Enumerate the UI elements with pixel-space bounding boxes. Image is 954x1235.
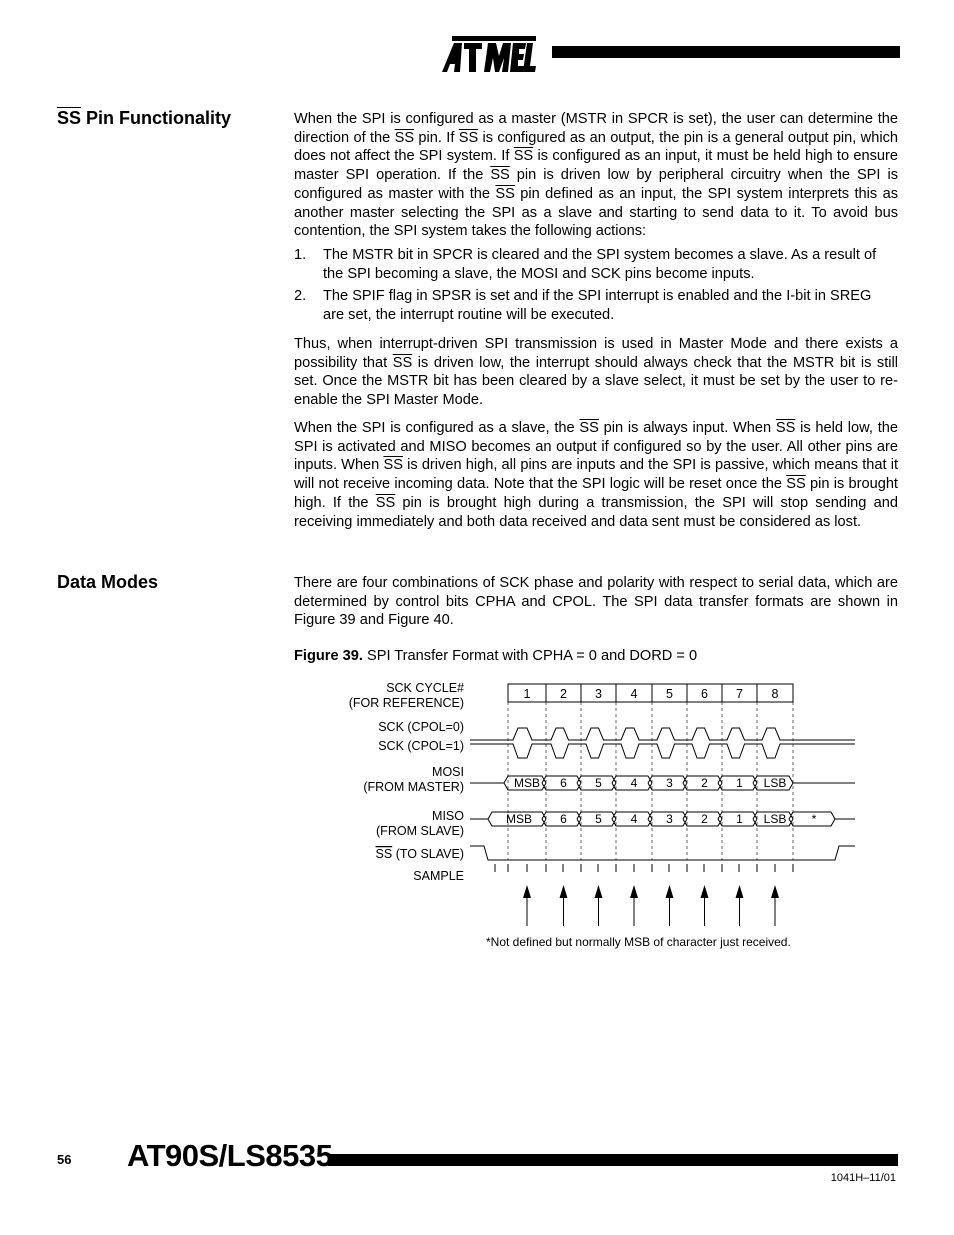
label-sck-cycle: SCK CYCLE# bbox=[386, 681, 464, 695]
sample-arrow-head bbox=[736, 885, 744, 898]
page-number: 56 bbox=[57, 1152, 72, 1167]
sck-cpol0-waveform bbox=[470, 728, 855, 740]
sample-arrow-head bbox=[560, 885, 568, 898]
miso-bit: 3 bbox=[666, 812, 673, 826]
cycle-table bbox=[508, 684, 793, 702]
label-sck-cpol0: SCK (CPOL=0) bbox=[378, 720, 464, 734]
spi-timing-diagram bbox=[330, 678, 860, 950]
list-item: 1. The MSTR bit in SPCR is cleared and the SPI system becomes a slave. As a result of the SPI becoming a slave, the MOSI and SCK pins become inputs. bbox=[294, 247, 877, 282]
label-sck-cpol1: SCK (CPOL=1) bbox=[378, 739, 464, 753]
paragraph-ss-slave: When the SPI is configured as a slave, the $\overline{SS}$ pin is always input. When $\overline{SS}$ is held low, the SPI is activated and MISO becomes an output if configured so by the user. All other pins are inputs. When $\overline{SS}$ is driven high, all pins are inputs and the SPI is passive, which means that it will not receive incoming data. Note that the SPI logic will be reset once the $\overline{SS}$ pin is brought high. If the $\overline{SS}$ pin is brought high during a transmission, the SPI will stop sending and receiving immediately and both data received and data sent must be considered as lost. bbox=[294, 420, 899, 530]
header-rule bbox=[552, 46, 900, 58]
miso-bit: 5 bbox=[595, 812, 602, 826]
miso-bit: 2 bbox=[701, 812, 708, 826]
cycle-number: 4 bbox=[630, 687, 638, 701]
mosi-bit: 6 bbox=[560, 776, 567, 790]
sample-arrow-head bbox=[523, 885, 531, 898]
document-title: AT90S/LS8535 bbox=[127, 1138, 333, 1173]
label-for-reference: (FOR REFERENCE) bbox=[348, 696, 464, 710]
cycle-number: 8 bbox=[771, 687, 779, 701]
sck-cpol1-waveform bbox=[470, 744, 855, 758]
paragraph-interrupt: Thus, when interrupt-driven SPI transmission is used in Master Mode and there exists a possibility that $\overline{SS}$ is driven low, the interrupt should always check that the MSTR bit is still set. Once the MSTR bit has been cleared by a slave select, it must be set by the user to re-enable the SPI Master Mode. bbox=[294, 336, 899, 409]
miso-bit: MSB bbox=[505, 812, 533, 826]
paragraph-ss-master: When the SPI is configured as a master (MSTR in SPCR is set), the user can determine the direction of the $\overline{SS}$ pin. If $\overline{SS}$ is configured as an output, the pin is a general output pin, which does not affect the SPI system. If $\overline{SS}$ is configured as an input, it must be held high to ensure master SPI operation. If the $\overline{SS}$ pin is driven low by peripheral circuitry when the SPI is configured as master with the $\overline{SS}$ pin defined as an input, the SPI system interprets this as another master selecting the SPI as a slave and starting to send data to it. To avoid bus contention, the SPI system takes the following actions: bbox=[294, 111, 899, 240]
label-miso: MISO bbox=[432, 809, 464, 823]
section-heading-data-modes: Data Modes bbox=[57, 572, 159, 592]
cycle-number: 7 bbox=[736, 687, 743, 701]
mosi-bit: 4 bbox=[630, 776, 638, 790]
actions-list bbox=[294, 246, 898, 325]
miso-bit: * bbox=[811, 812, 817, 826]
mosi-bit: LSB bbox=[763, 776, 787, 790]
mosi-bit: 1 bbox=[736, 776, 743, 790]
cycle-number: 6 bbox=[701, 687, 708, 701]
cycle-number: 5 bbox=[666, 687, 673, 701]
label-ss-to-slave: SS (TO SLAVE) bbox=[375, 847, 464, 861]
list-item: 2. The SPIF flag in SPSR is set and if the SPI interrupt is enabled and the I-bit in SREG are set, the interrupt routine will be executed. bbox=[294, 288, 872, 324]
label-from-slave: (FROM SLAVE) bbox=[376, 824, 464, 838]
mosi-bit: 3 bbox=[666, 776, 673, 790]
sample-arrow-head bbox=[630, 885, 638, 898]
figure-footnote: *Not defined but normally MSB of character just received. bbox=[486, 935, 791, 949]
label-from-master: (FROM MASTER) bbox=[363, 780, 464, 794]
mosi-bit: 2 bbox=[701, 776, 708, 790]
atmel-logo bbox=[438, 30, 538, 76]
cycle-number: 1 bbox=[523, 687, 531, 701]
miso-bit: 1 bbox=[736, 812, 743, 826]
logo-text: ATMEL bbox=[452, 32, 456, 33]
mosi-bit: MSB bbox=[513, 776, 541, 790]
figure-caption: Figure 39. SPI Transfer Format with CPHA = 0 and DORD = 0 bbox=[294, 648, 698, 664]
footer-rule bbox=[328, 1154, 898, 1166]
miso-bit: 6 bbox=[560, 812, 567, 826]
paragraph-data-modes: There are four combinations of SCK phase and polarity with respect to serial data, which are determined by control bits CPHA and CPOL. The SPI data transfer formats are shown in Figure 39 and Figure 40. bbox=[294, 575, 898, 629]
cycle-number: 3 bbox=[595, 687, 602, 701]
document-code: 1041H–11/01 bbox=[830, 1172, 896, 1184]
section-heading-ss-pin: $\overline{SS}$ Pin Functionality bbox=[57, 108, 232, 128]
mosi-bit: 5 bbox=[595, 776, 602, 790]
ss-waveform bbox=[470, 846, 855, 860]
sample-arrow-head bbox=[595, 885, 603, 898]
cycle-number: 2 bbox=[560, 687, 567, 701]
miso-bit: 4 bbox=[630, 812, 638, 826]
sample-arrow-head bbox=[666, 885, 674, 898]
label-mosi: MOSI bbox=[432, 765, 464, 779]
sample-arrow-head bbox=[771, 885, 779, 898]
miso-bit: LSB bbox=[763, 812, 787, 826]
sample-arrow-head bbox=[701, 885, 709, 898]
label-sample: SAMPLE bbox=[413, 869, 464, 883]
